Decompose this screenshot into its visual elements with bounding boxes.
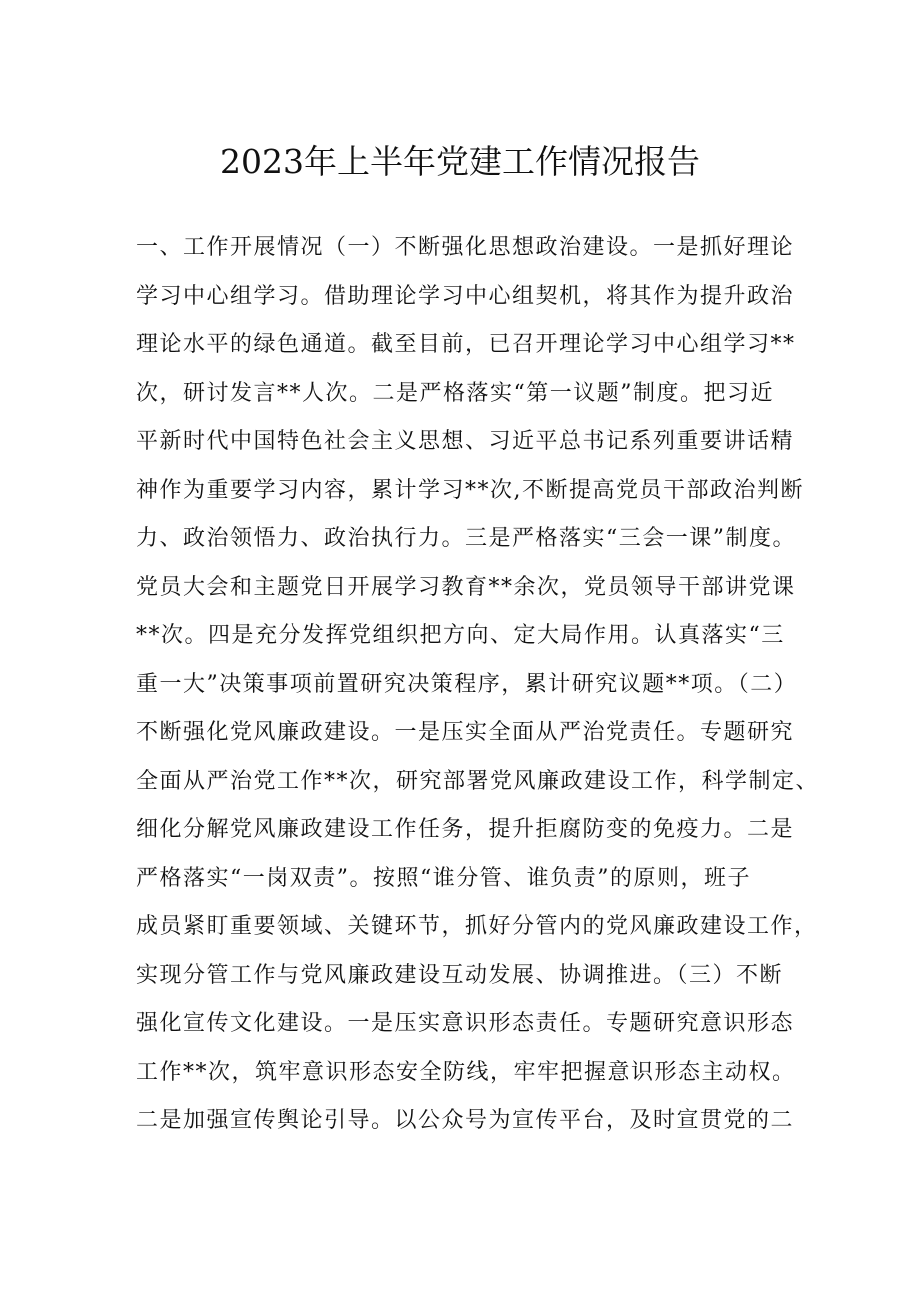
body-line: 理论水平的绿色通道。截至目前，已召开理论学习中心组学习** [136,332,796,357]
body-line: 党员大会和主题党日开展学习教育**余次，党员领导干部讲党课 [136,574,796,600]
body-line: 强化宣传文化建设。一是压实意识形态责任。专题研究意识形态 [136,1011,795,1036]
body-line: 工作**次，筑牢意识形态安全防线，牢牢把握意识形态主动权。 [136,1059,796,1085]
body-line: 不断强化党风廉政建设。一是压实全面从严治党责任。专题研究 [136,720,795,745]
body-line: 学习中心组学习。借助理论学习中心组契机，将其作为提升政治 [136,283,795,309]
body-line: 全面从严治党工作**次，研究部署党风廉政建设工作，科学制定、 [136,768,820,794]
body-line: 次，研讨发言**人次。二是严格落实“第一议题”制度。把习近 [136,380,774,406]
body-line: 细化分解党风廉政建设工作任务，提升拒腐防变的免疫力。二是 [136,817,795,842]
body-line: 成员紧盯重要领域、关键环节，抓好分管内的党风廉政建设工作， [136,914,818,939]
body-line: 实现分管工作与党风廉政建设互动发展、协调推进。（三）不断 [136,962,784,988]
body-line: 一、工作开展情况（一）不断强化思想政治建设。一是抓好理论 [136,235,795,260]
body-line: 严格落实“一岗双责”。按照“谁分管、谁负责”的原则，班子 [136,865,751,891]
body-line: 重一大”决策事项前置研究决策程序，累计研究议题**项。（二） [136,671,798,697]
body-line: 神作为重要学习内容，累计学习**次,不断提高党员干部政治判断 [136,477,804,503]
body-line: **次。四是充分发挥党组织把方向、定大局作用。认真落实“三 [136,623,785,648]
body-line: 二是加强宣传舆论引导。以公众号为宣传平台，及时宣贯党的二 [136,1108,795,1133]
body-line: 平新时代中国特色社会主义思想、习近平总书记系列重要讲话精 [136,429,795,454]
document-body [136,224,820,1146]
document-title: 2023年上半年党建工作情况报告 [220,142,700,181]
body-line: 力、政治领悟力、政治执行力。三是严格落实“三会一课”制度。 [136,526,796,551]
